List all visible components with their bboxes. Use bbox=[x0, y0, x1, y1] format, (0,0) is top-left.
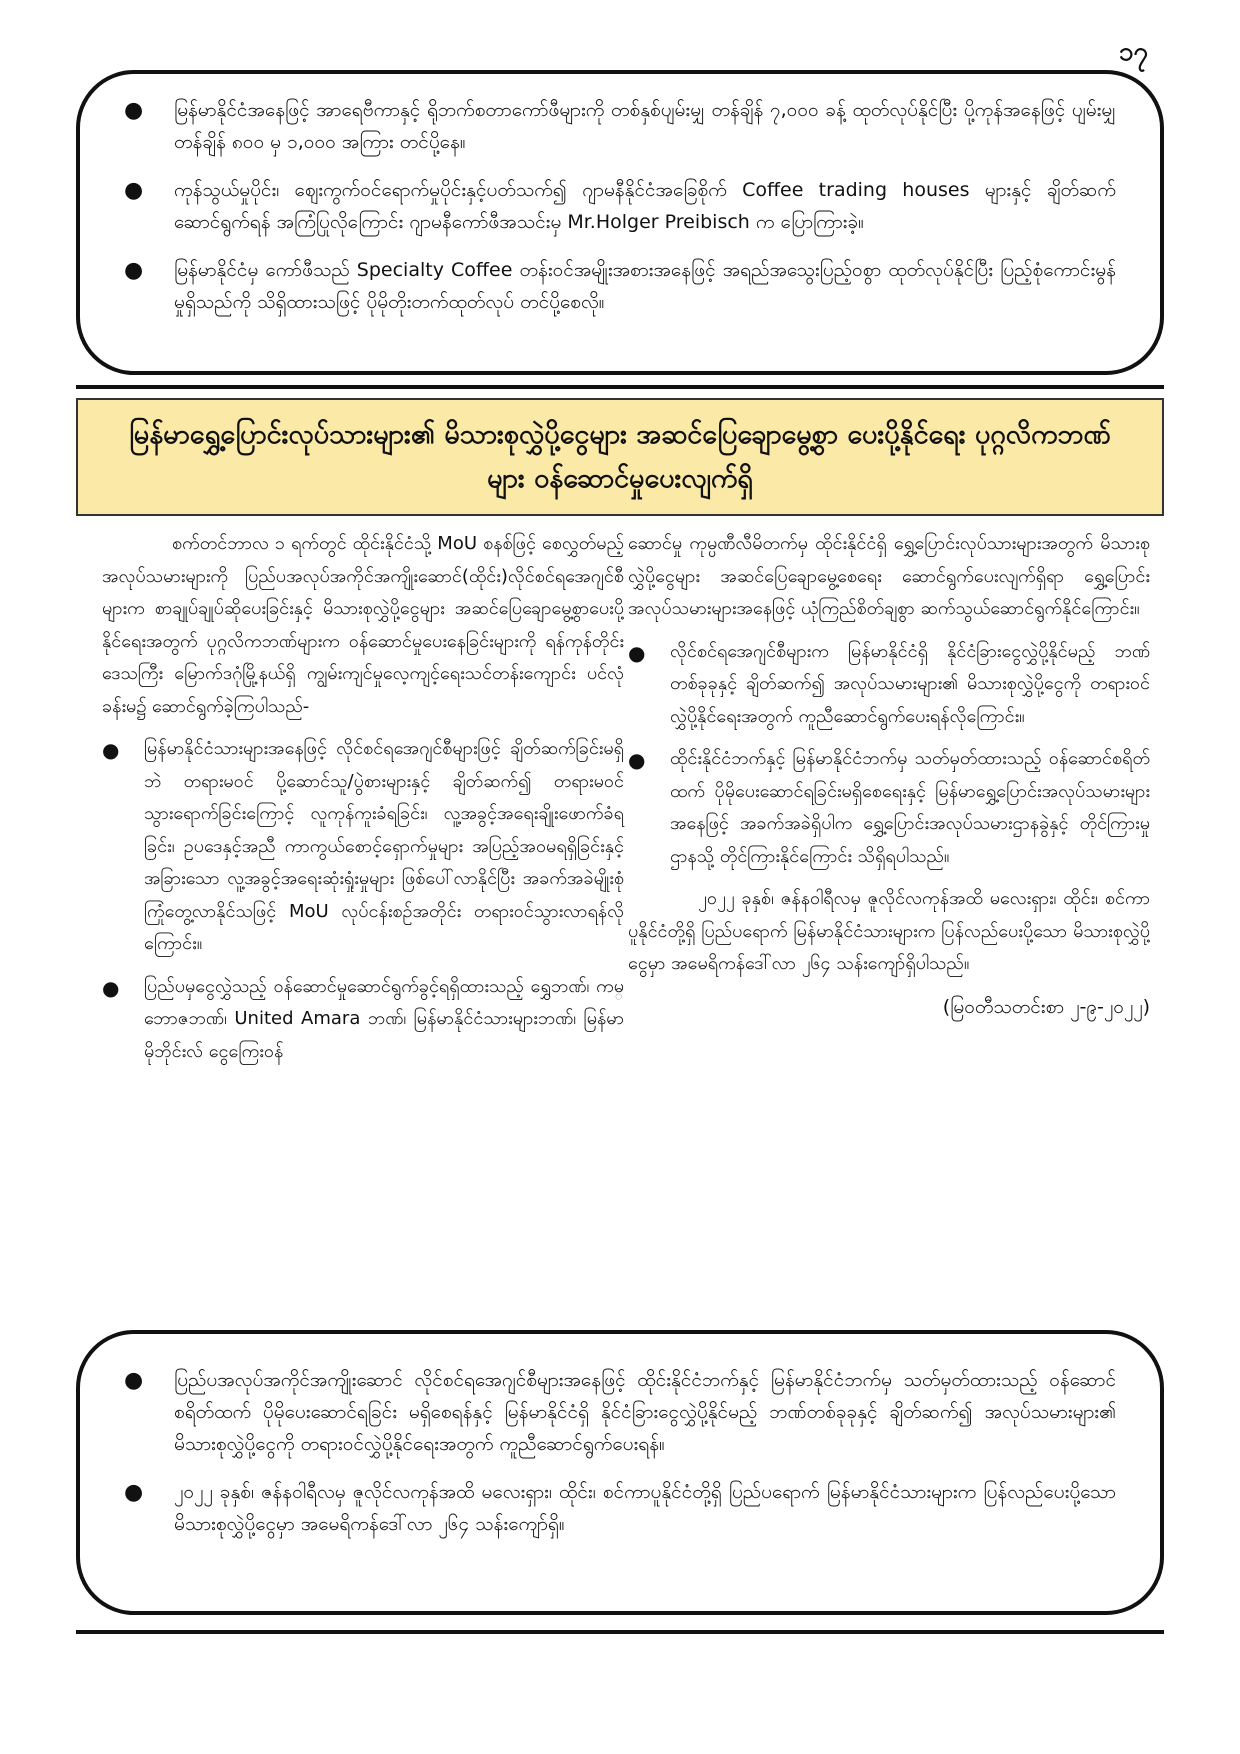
article-headline bbox=[76, 398, 1164, 516]
right-bullet-2: ● ထိုင်းနိုင်ငံဘက်နှင့် မြန်မာနိုင်ငံဘက်မှ သတ်မှတ်ထားသည့် ဝန်ဆောင်စရိတ်ထက် ပိုမိုပေးဆောင်ရခြင်းမရှိစေရေးနှင့် မြန်မာရွှေ့ပြောင်းအလုပ်သမားများအနေဖြင့် အခက်အခဲရှိပါက ရွှေ့ပြောင်းအလုပ်သမားဌာနခွဲနှင့် တိုင်ကြားမှုဌာနသို့ တိုင်ကြားနိုင်ကြောင်း သိရှိရပါသည်။ bbox=[628, 743, 1150, 873]
article-right-column bbox=[628, 528, 1150, 1023]
top-bullet-3: ● မြန်မာနိုင်ငံမှ ကော်ဖီသည် Specialty Coffee တန်းဝင်အမျိုးအစားအနေဖြင့် အရည်အသွေးပြည့်ဝစွာ ထုတ်လုပ်နိုင်ပြီး ပြည့်စုံကောင်းမွန်မှုရှိသည်ကို သိရှိထားသဖြင့် ပိုမိုတိုးတက်ထုတ်လုပ် တင်ပို့စေလို။ bbox=[124, 254, 1116, 318]
article-left-column bbox=[102, 528, 624, 1078]
top-summary-box bbox=[76, 70, 1164, 375]
headline-text: မြန်မာရွှေ့ပြောင်းလုပ်သားများ၏ မိသားစုလွှဲပို့ငွေများ အဆင်ပြေချောမွေ့စွာ ပေးပို့နိုင်ရေး ပုဂ္ဂလိကဘဏ်များ ဝန်ဆောင်မှုပေးလျက်ရှိ bbox=[129, 419, 1111, 494]
left-bullet-2: ● ပြည်ပမှငွေလွှဲသည့် ဝန်ဆောင်မှုဆောင်ရွက်ခွင့်ရရှိထားသည့် ရွှေဘဏ်၊ ကမ္ဘောဇဘဏ်၊ United Amara ဘဏ်၊ မြန်မာနိုင်ငံသားများဘဏ်၊ မြန်မာမိုဘိုင်းလ် ငွေကြေးဝန် bbox=[102, 971, 624, 1069]
right-bullet-1: ● လိုင်စင်ရအေဂျင်စီများက မြန်မာနိုင်ငံရှိ နိုင်ငံခြားငွေလွှဲပို့နိုင်မည့် ဘဏ်တစ်ခုခုနှင့် ချိတ်ဆက်၍ အလုပ်သမားများ၏ မိသားစုလွှဲပို့ငွေကို တရားဝင်လွှဲပို့နိုင်ရေးအတွက် ကူညီဆောင်ရွက်ပေးရန်လိုကြောင်း။ bbox=[628, 636, 1150, 734]
bottom-summary-box bbox=[76, 1330, 1164, 1615]
left-bullet-1: ● မြန်မာနိုင်ငံသားများအနေဖြင့် လိုင်စင်ရအေဂျင်စီများဖြင့် ချိတ်ဆက်ခြင်းမရှိဘဲ တရားမဝင် ပို့ဆောင်သူ/ပွဲစားများနှင့် ချိတ်ဆက်၍ တရားမဝင်သွားရောက်ခြင်းကြောင့် လူကုန်ကူးခံရခြင်း၊ လူ့အခွင့်အရေးချိုးဖောက်ခံရခြင်း၊ ဥပဒေနှင့်အညီ ကာကွယ်စောင့်ရှောက်မှုများ အပြည့်အဝမရရှိခြင်းနှင့် အခြားသော လူ့အခွင့်အရေးဆုံးရှုံးမှုများ ဖြစ်ပေါ်လာနိုင်ပြီး အခက်အခဲမျိုးစုံ ကြုံတွေ့လာနိုင်သဖြင့် MoU လုပ်ငန်းစဉ်အတိုင်း တရားဝင်သွားလာရန်လိုကြောင်း။ bbox=[102, 733, 624, 961]
article-intro-paragraph: စက်တင်ဘာလ ၁ ရက်တွင် ထိုင်းနိုင်ငံသို့ MoU စနစ်ဖြင့် စေလွှတ်မည့် အလုပ်သမားများကို ပြည်ပအလုပ်အကိုင်အကျိုးဆောင်(ထိုင်း)လိုင်စင်ရအေဂျင်စီများက စာချုပ်ချုပ်ဆိုပေးခြင်းနှင့် မိသားစုလွှဲပို့ငွေများ အဆင်ပြေချောမွေ့စွာပေးပို့နိုင်ရေးအတွက် ပုဂ္ဂလိကဘဏ်များက ဝန်ဆောင်မှုပေးနေခြင်းများကို ရန်ကုန်တိုင်းဒေသကြီး မြောက်ဒဂုံမြို့နယ်ရှိ ကျွမ်းကျင်မှုလေ့ကျင့်ရေးသင်တန်းကျောင်း ပင်လုံခန်းမ၌ ဆောင်ရွက်ခဲ့ကြပါသည်- bbox=[102, 533, 624, 717]
top-bullet-1: ● မြန်မာနိုင်ငံအနေဖြင့် အာရေဗီကာနှင့် ရိုဘက်စတာကော်ဖီများကို တစ်နှစ်ပျမ်းမျှ တန်ချိန် ၇,၀၀၀ ခန့် ထုတ်လုပ်နိုင်ပြီး ပို့ကုန်အနေဖြင့် ပျမ်းမျှတန်ချိန် ၈၀၀ မှ ၁,၀၀၀ အကြား တင်ပို့နေ။ bbox=[124, 94, 1116, 158]
divider-top bbox=[76, 385, 1164, 389]
continuation-paragraph: ဆောင်မှု ကုမ္ပဏီလီမိတက်မှ ထိုင်းနိုင်ငံရှိ ရွှေ့ပြောင်းလုပ်သားများအတွက် မိသားစုလွှဲပို့ငွေများ အဆင်ပြေချောမွေ့စေရေး ဆောင်ရွက်ပေးလျက်ရှိရာ ရွှေ့ပြောင်းအလုပ်သမားများအနေဖြင့် ယုံကြည်စိတ်ချစွာ ဆက်သွယ်ဆောင်ရွက်နိုင်ကြောင်း။ bbox=[628, 533, 1150, 619]
bottom-bullet-2: ● ၂၀၂၂ ခုနှစ်၊ ဇန်နဝါရီလမှ ဇူလိုင်လကုန်အထိ မလေးရှား၊ ထိုင်း၊ စင်ကာပူနိုင်ငံတို့ရှိ ပြည်ပရောက် မြန်မာနိုင်ငံသားများက ပြန်လည်ပေးပို့သော မိသားစုလွှဲပို့ငွေမှာ အမေရိကန်ဒေါ်လာ ၂၆၄ သန်းကျော်ရှိ။ bbox=[124, 1476, 1116, 1540]
source-citation: (မြဝတီသတင်းစာ ၂-၉-၂၀၂၂) bbox=[942, 995, 1150, 1018]
top-bullet-2: ● ကုန်သွယ်မှုပိုင်း၊ ဈေးကွက်ဝင်ရောက်မှုပိုင်းနှင့်ပတ်သက်၍ ဂျာမနီနိုင်ငံအခြေစိုက် Coffee trading houses များနှင့် ချိတ်ဆက်ဆောင်ရွက်ရန် အကြံပြုလိုကြောင်း ဂျာမနီကော်ဖီအသင်းမှ Mr.Holger Preibisch က ပြောကြားခဲ့။ bbox=[124, 174, 1116, 238]
left-bullet-list bbox=[102, 733, 624, 1068]
right-bullet-list bbox=[628, 636, 1150, 874]
closing-paragraph: ၂၀၂၂ ခုနှစ်၊ ဇန်နဝါရီလမှ ဇူလိုင်လကုန်အထိ မလေးရှား၊ ထိုင်း၊ စင်ကာပူနိုင်ငံတို့ရှိ ပြည်ပရောက် မြန်မာနိုင်ငံသားများက ပြန်လည်ပေးပို့သော မိသားစုလွှဲပို့ငွေမှာ အမေရိကန်ဒေါ်လာ ၂၆၄ သန်းကျော်ရှိပါသည်။ bbox=[628, 888, 1150, 974]
page-number: ၁၇ bbox=[1118, 37, 1148, 67]
top-bullet-list bbox=[124, 94, 1116, 318]
bottom-bullet-list bbox=[124, 1364, 1116, 1540]
bottom-bullet-1: ● ပြည်ပအလုပ်အကိုင်အကျိုးဆောင် လိုင်စင်ရအေဂျင်စီများအနေဖြင့် ထိုင်းနိုင်ငံဘက်နှင့် မြန်မာနိုင်ငံဘက်မှ သတ်မှတ်ထားသည့် ဝန်ဆောင်စရိတ်ထက် ပိုမိုပေးဆောင်ရခြင်း မရှိစေရန်နှင့် မြန်မာနိုင်ငံရှိ နိုင်ငံခြားငွေလွှဲပို့နိုင်မည့် ဘဏ်တစ်ခုခုနှင့် ချိတ်ဆက်၍ အလုပ်သမားများ၏ မိသားစုလွှဲပို့ငွေကို တရားဝင်လွှဲပို့နိုင်ရေးအတွက် ကူညီဆောင်ရွက်ပေးရန်။ bbox=[124, 1364, 1116, 1460]
divider-bottom bbox=[76, 1630, 1164, 1634]
